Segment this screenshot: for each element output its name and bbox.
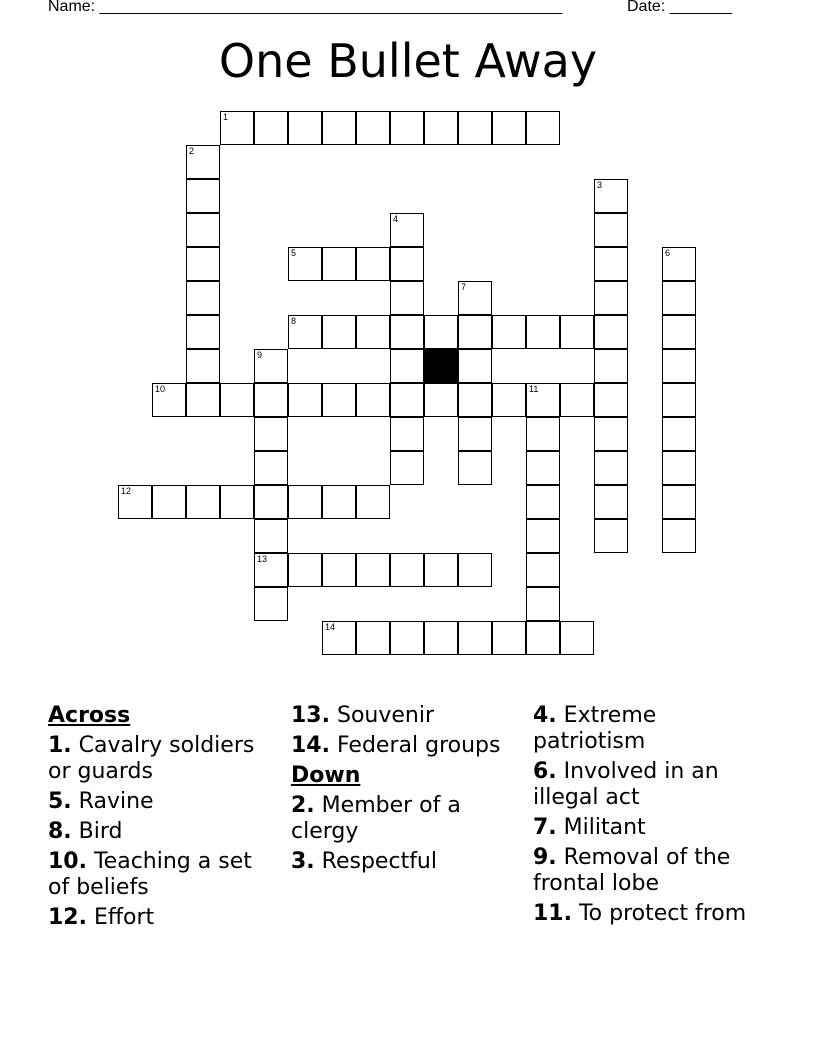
grid-cell[interactable] bbox=[662, 485, 696, 519]
cell-number: 7 bbox=[461, 282, 467, 292]
grid-cell[interactable] bbox=[594, 349, 628, 383]
grid-cell[interactable] bbox=[356, 111, 390, 145]
clue-down bbox=[291, 793, 521, 845]
clue-text: Cavalry soldiers or guards bbox=[48, 733, 255, 784]
cell-number: 9 bbox=[257, 350, 263, 360]
grid-cell[interactable] bbox=[186, 485, 220, 519]
grid-cell[interactable] bbox=[662, 315, 696, 349]
grid-cell[interactable] bbox=[390, 281, 424, 315]
grid-cell[interactable] bbox=[390, 417, 424, 451]
clue-number: 6. bbox=[533, 759, 557, 784]
grid-cell[interactable] bbox=[254, 451, 288, 485]
grid-cell[interactable] bbox=[458, 315, 492, 349]
grid-cell[interactable] bbox=[560, 621, 594, 655]
grid-cell[interactable] bbox=[594, 315, 628, 349]
grid-cell[interactable] bbox=[662, 519, 696, 553]
grid-cell[interactable] bbox=[390, 553, 424, 587]
grid-cell[interactable] bbox=[186, 213, 220, 247]
grid-cell[interactable] bbox=[458, 383, 492, 417]
clue-text: Militant bbox=[563, 815, 646, 840]
cell-number: 14 bbox=[325, 622, 336, 632]
clue-across bbox=[291, 733, 521, 759]
grid-cell[interactable] bbox=[424, 315, 458, 349]
grid-cell[interactable] bbox=[356, 553, 390, 587]
grid-cell[interactable] bbox=[526, 519, 560, 553]
clue-text: Ravine bbox=[78, 789, 154, 814]
grid-cell[interactable] bbox=[458, 281, 492, 315]
grid-cell[interactable] bbox=[458, 111, 492, 145]
grid-cell[interactable] bbox=[186, 383, 220, 417]
grid-cell[interactable] bbox=[526, 111, 560, 145]
grid-cell[interactable] bbox=[662, 383, 696, 417]
grid-cell[interactable] bbox=[186, 145, 220, 179]
grid-cell[interactable] bbox=[356, 315, 390, 349]
cell-number: 8 bbox=[291, 316, 297, 326]
grid-block bbox=[424, 349, 458, 383]
clue-down bbox=[533, 815, 763, 841]
grid-cell[interactable] bbox=[526, 315, 560, 349]
grid-cell[interactable] bbox=[288, 111, 322, 145]
grid-cell[interactable] bbox=[322, 485, 356, 519]
grid-cell[interactable] bbox=[288, 383, 322, 417]
grid-cell[interactable] bbox=[492, 315, 526, 349]
clue-number: 9. bbox=[533, 845, 557, 870]
grid-cell[interactable] bbox=[458, 451, 492, 485]
grid-cell[interactable] bbox=[220, 383, 254, 417]
clue-down bbox=[291, 849, 521, 875]
grid-cell[interactable] bbox=[322, 621, 356, 655]
grid-cell[interactable] bbox=[288, 553, 322, 587]
cell-number: 2 bbox=[189, 146, 195, 156]
grid-cell[interactable] bbox=[662, 281, 696, 315]
clue-down bbox=[533, 759, 763, 811]
clue-across bbox=[48, 789, 278, 815]
cell-number: 11 bbox=[529, 384, 539, 394]
clue-number: 4. bbox=[533, 703, 557, 728]
cell-number: 13 bbox=[257, 554, 268, 564]
grid-cell[interactable] bbox=[594, 417, 628, 451]
cell-number: 1 bbox=[223, 112, 229, 122]
clue-text: Involved in an illegal act bbox=[533, 759, 719, 810]
grid-cell[interactable] bbox=[390, 315, 424, 349]
grid-cell[interactable] bbox=[526, 451, 560, 485]
grid-cell[interactable] bbox=[526, 553, 560, 587]
clue-text: Respectful bbox=[321, 849, 437, 874]
grid-cell[interactable] bbox=[424, 383, 458, 417]
grid-cell[interactable] bbox=[526, 587, 560, 621]
grid-cell[interactable] bbox=[390, 111, 424, 145]
clue-across bbox=[48, 849, 278, 901]
grid-cell[interactable] bbox=[288, 485, 322, 519]
grid-cell[interactable] bbox=[560, 315, 594, 349]
clue-text: Extreme patriotism bbox=[533, 703, 657, 754]
grid-cell[interactable] bbox=[322, 315, 356, 349]
grid-cell[interactable] bbox=[492, 383, 526, 417]
clue-text: Teaching a set of beliefs bbox=[48, 849, 252, 900]
grid-cell[interactable] bbox=[186, 179, 220, 213]
grid-cell[interactable] bbox=[492, 621, 526, 655]
grid-cell[interactable] bbox=[662, 451, 696, 485]
grid-cell[interactable] bbox=[288, 315, 322, 349]
grid-cell[interactable] bbox=[186, 247, 220, 281]
clue-number: 8. bbox=[48, 819, 72, 844]
grid-cell[interactable] bbox=[152, 485, 186, 519]
date-line: Date: _______ bbox=[627, 0, 732, 15]
clue-number: 11. bbox=[533, 901, 572, 926]
grid-cell[interactable] bbox=[594, 485, 628, 519]
grid-cell[interactable] bbox=[390, 213, 424, 247]
clue-text: Member of a clergy bbox=[291, 793, 461, 844]
name-line: Name: ____________________________________________________ bbox=[48, 0, 563, 15]
grid-cell[interactable] bbox=[424, 111, 458, 145]
down-heading: Down bbox=[291, 763, 361, 788]
across-heading: Across bbox=[48, 703, 131, 728]
grid-cell[interactable] bbox=[356, 383, 390, 417]
grid-cell[interactable] bbox=[254, 417, 288, 451]
grid-cell[interactable] bbox=[288, 247, 322, 281]
grid-cell[interactable] bbox=[458, 417, 492, 451]
grid-cell[interactable] bbox=[390, 451, 424, 485]
grid-cell[interactable] bbox=[594, 383, 628, 417]
grid-cell[interactable] bbox=[322, 553, 356, 587]
grid-cell[interactable] bbox=[356, 485, 390, 519]
clue-down bbox=[533, 901, 763, 927]
grid-cell[interactable] bbox=[220, 111, 254, 145]
grid-cell[interactable] bbox=[322, 247, 356, 281]
clue-text: Souvenir bbox=[336, 703, 435, 728]
grid-cell[interactable] bbox=[390, 621, 424, 655]
clue-down bbox=[533, 703, 763, 755]
grid-cell[interactable] bbox=[594, 451, 628, 485]
cell-number: 10 bbox=[155, 384, 166, 394]
grid-cell[interactable] bbox=[526, 383, 560, 417]
grid-cell[interactable] bbox=[322, 383, 356, 417]
clue-number: 10. bbox=[48, 849, 87, 874]
cell-number: 4 bbox=[393, 214, 399, 224]
grid-cell[interactable] bbox=[390, 349, 424, 383]
clue-across bbox=[291, 703, 521, 729]
clue-column-3 bbox=[533, 703, 763, 931]
clue-number: 5. bbox=[48, 789, 72, 814]
grid-cell[interactable] bbox=[118, 485, 152, 519]
grid-cell[interactable] bbox=[254, 383, 288, 417]
grid-cell[interactable] bbox=[186, 315, 220, 349]
grid-cell[interactable] bbox=[458, 349, 492, 383]
clue-column-1 bbox=[48, 703, 278, 935]
clue-number: 7. bbox=[533, 815, 557, 840]
grid-cell[interactable] bbox=[322, 111, 356, 145]
clue-column-2 bbox=[291, 703, 521, 879]
grid-cell[interactable] bbox=[526, 417, 560, 451]
grid-cell[interactable] bbox=[594, 281, 628, 315]
cell-number: 6 bbox=[665, 248, 671, 258]
clue-number: 12. bbox=[48, 905, 87, 930]
clue-text: Effort bbox=[93, 905, 155, 930]
grid-cell[interactable] bbox=[492, 111, 526, 145]
grid-cell[interactable] bbox=[458, 621, 492, 655]
puzzle-title: One Bullet Away bbox=[218, 34, 598, 88]
clue-number: 2. bbox=[291, 793, 315, 818]
grid-cell[interactable] bbox=[662, 349, 696, 383]
clue-text: Federal groups bbox=[336, 733, 501, 758]
cell-number: 3 bbox=[597, 180, 603, 190]
grid-cell[interactable] bbox=[254, 587, 288, 621]
cell-number: 12 bbox=[121, 486, 132, 496]
grid-cell[interactable] bbox=[662, 247, 696, 281]
clue-text: Removal of the frontal lobe bbox=[533, 845, 731, 896]
clue-down bbox=[533, 845, 763, 897]
clue-across bbox=[48, 905, 278, 931]
grid-cell[interactable] bbox=[560, 383, 594, 417]
clue-number: 3. bbox=[291, 849, 315, 874]
grid-cell[interactable] bbox=[152, 383, 186, 417]
grid-cell[interactable] bbox=[356, 621, 390, 655]
grid-cell[interactable] bbox=[254, 349, 288, 383]
grid-cell[interactable] bbox=[390, 383, 424, 417]
grid-cell[interactable] bbox=[186, 281, 220, 315]
clue-across bbox=[48, 819, 278, 845]
grid-cell[interactable] bbox=[424, 553, 458, 587]
grid-cell[interactable] bbox=[526, 621, 560, 655]
grid-cell[interactable] bbox=[594, 213, 628, 247]
clue-number: 1. bbox=[48, 733, 72, 758]
grid-cell[interactable] bbox=[220, 485, 254, 519]
grid-cell[interactable] bbox=[662, 417, 696, 451]
grid-cell[interactable] bbox=[458, 553, 492, 587]
clue-text: To protect from bbox=[578, 901, 747, 926]
grid-cell[interactable] bbox=[390, 247, 424, 281]
grid-cell[interactable] bbox=[254, 485, 288, 519]
clue-text: Bird bbox=[78, 819, 123, 844]
grid-cell[interactable] bbox=[526, 485, 560, 519]
grid-cell[interactable] bbox=[594, 519, 628, 553]
grid-cell[interactable] bbox=[254, 553, 288, 587]
grid-cell[interactable] bbox=[594, 247, 628, 281]
grid-cell[interactable] bbox=[254, 519, 288, 553]
grid-cell[interactable] bbox=[594, 179, 628, 213]
grid-cell[interactable] bbox=[424, 621, 458, 655]
cell-number: 5 bbox=[291, 248, 297, 258]
grid-cell[interactable] bbox=[186, 349, 220, 383]
clue-number: 13. bbox=[291, 703, 330, 728]
grid-cell[interactable] bbox=[254, 111, 288, 145]
grid-cell[interactable] bbox=[356, 247, 390, 281]
clue-across bbox=[48, 733, 278, 785]
clue-number: 14. bbox=[291, 733, 330, 758]
